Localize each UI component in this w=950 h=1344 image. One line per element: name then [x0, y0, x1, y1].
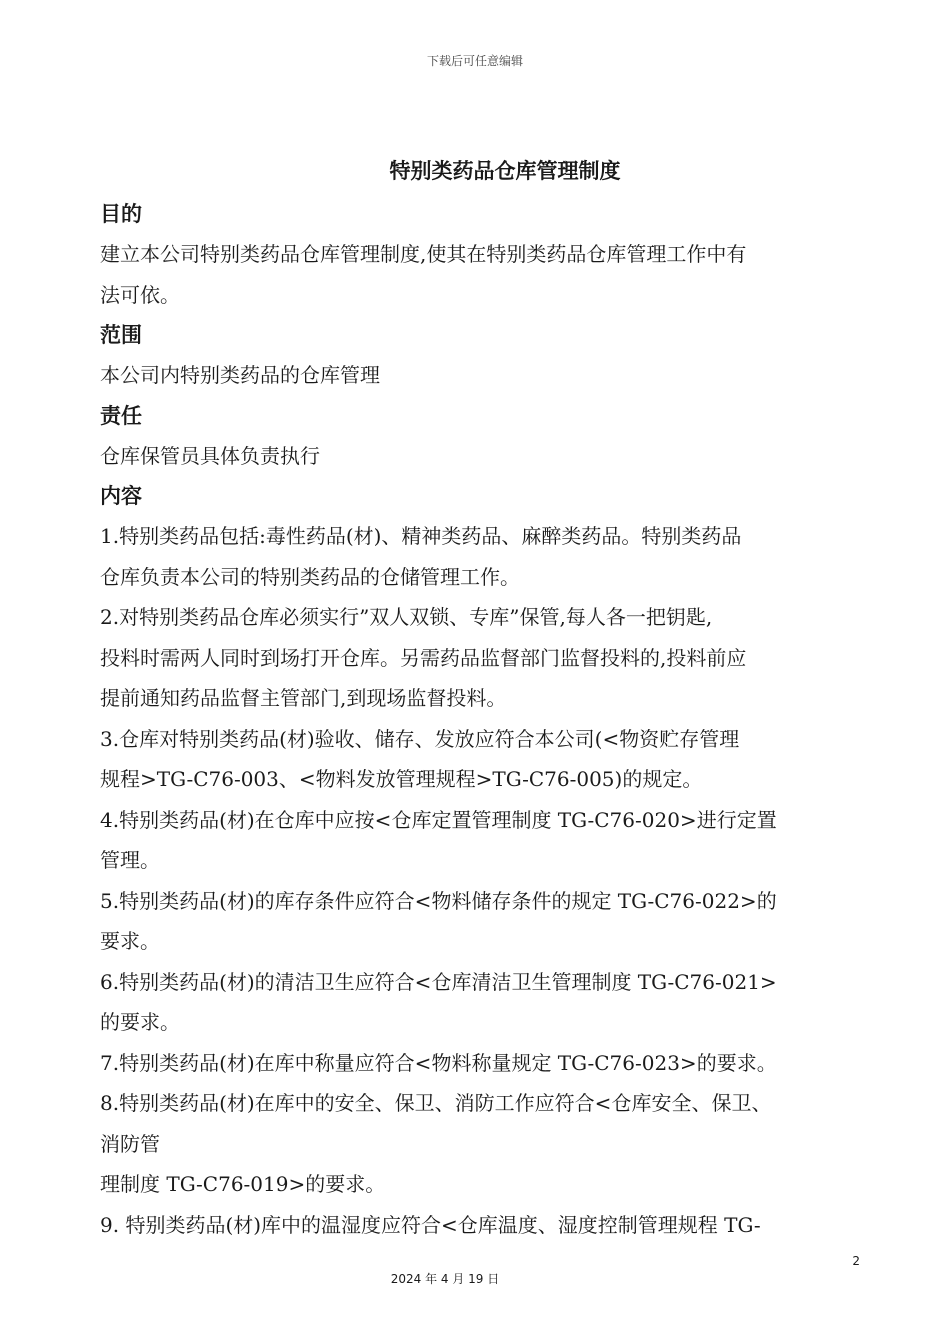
- content-line: 投料时需两人同时到场打开仓库。另需药品监督部门监督投料的,投料前应: [100, 645, 747, 670]
- content-line: 管理。: [100, 848, 160, 872]
- document-title: 特别类药品仓库管理制度: [389, 159, 621, 183]
- content-line: 6.特别类药品(材)的清洁卫生应符合<仓库清洁卫生管理制度 TG-C76-021>: [100, 969, 777, 994]
- content-line: 的要求。: [100, 1010, 180, 1034]
- footer-date: 2024 年 4 月 19 日: [390, 1272, 500, 1286]
- content-line: 9. 特别类药品(材)库中的温湿度应符合<仓库温度、湿度控制管理规程 TG-: [100, 1212, 761, 1237]
- section-heading-responsibility: 责任: [100, 403, 142, 428]
- content-line: 7.特别类药品(材)在库中称量应符合<物料称量规定 TG-C76-023>的要求。: [100, 1050, 777, 1075]
- content-line: 3.仓库对特别类药品(材)验收、储存、发放应符合本公司(<物资贮存管理: [100, 726, 740, 751]
- document-body: [100, 194, 880, 1245]
- purpose-line: 建立本公司特别类药品仓库管理制度,使其在特别类药品仓库管理工作中有: [100, 242, 747, 266]
- content-line: 理制度 TG-C76-019>的要求。: [100, 1172, 386, 1196]
- responsibility-line: 仓库保管员具体负责执行: [100, 443, 320, 468]
- page-number: 2: [852, 1254, 860, 1268]
- section-heading-purpose: 目的: [100, 202, 142, 226]
- section-heading-content: 内容: [100, 484, 142, 508]
- content-line: 规程>TG-C76-003、<物料发放管理规程>TG-C76-005)的规定。: [100, 767, 703, 791]
- content-line: 8.特别类药品(材)在库中的安全、保卫、消防工作应符合<仓库安全、保卫、: [100, 1091, 772, 1115]
- header-note: 下载后可任意编辑: [426, 54, 523, 68]
- content-line: 要求。: [100, 929, 160, 953]
- content-line: 5.特别类药品(材)的库存条件应符合<物料储存条件的规定 TG-C76-022>的: [100, 888, 777, 913]
- content-line: 消防管: [100, 1131, 160, 1156]
- content-line: 提前通知药品监督主管部门,到现场监督投料。: [100, 686, 507, 710]
- scope-line: 本公司内特别类药品的仓库管理: [100, 363, 380, 387]
- content-line: 仓库负责本公司的特别类药品的仓储管理工作。: [100, 564, 520, 589]
- section-heading-scope: 范围: [100, 323, 142, 347]
- content-line: 4.特别类药品(材)在仓库中应按<仓库定置管理制度 TG-C76-020>进行定置: [100, 807, 777, 832]
- purpose-line: 法可依。: [100, 282, 180, 307]
- content-line: 1.特别类药品包括:毒性药品(材)、精神类药品、麻醉类药品。特别类药品: [100, 524, 742, 548]
- content-line: 2.对特别类药品仓库必须实行”双人双锁、专库”保管,每人各一把钥匙,: [100, 605, 713, 629]
